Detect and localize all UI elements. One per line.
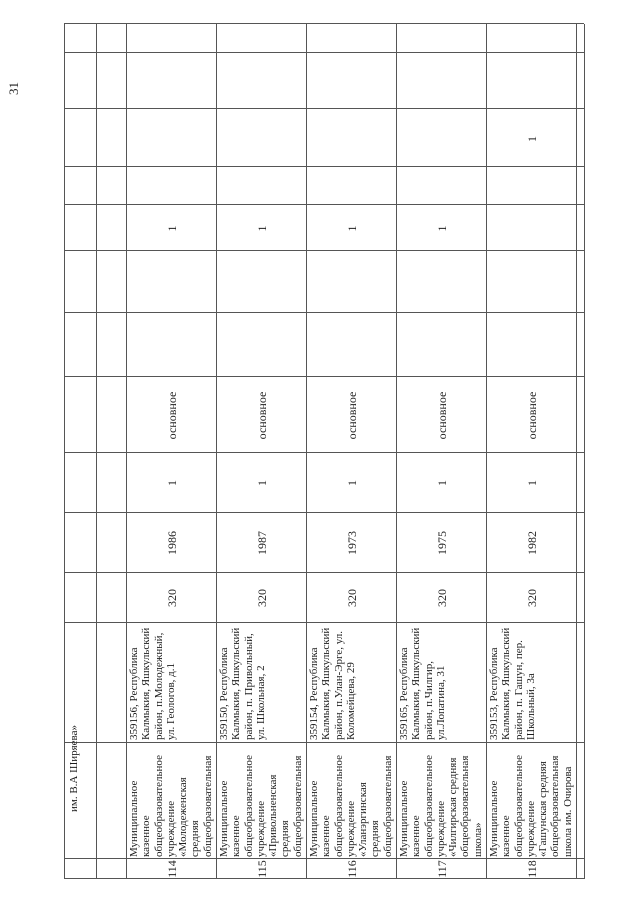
row-number	[578, 859, 584, 879]
institution-address: 359156, Республика Калмыкия, Яшкульский район, п.Молодежный, ул. Геологов, д.1	[128, 627, 177, 740]
institution-name: Муниципальное казенное общеобразовательное учреждение «Чилгирская средняя общеобразовательная школа»	[398, 755, 484, 857]
building-type: основное	[434, 391, 449, 440]
data-table	[64, 24, 584, 879]
building-type: основное	[524, 391, 539, 440]
flag-value: 1	[254, 225, 269, 232]
count-value: 1	[254, 480, 269, 486]
grid-column-line	[64, 23, 584, 24]
grid-column-line	[64, 204, 584, 205]
institution-name: Муниципальное казенное общеобразовательное учреждение «Гашунская средняя общеобразовательная школа им. Очирова	[488, 755, 574, 857]
flag-value: 1	[524, 136, 539, 142]
count-value: 1	[434, 480, 449, 486]
row-number: 117	[434, 860, 449, 878]
year-value: 1973	[344, 531, 359, 555]
row-number: 116	[344, 860, 359, 878]
row-number: 115	[254, 860, 269, 878]
grid-column-line	[64, 52, 584, 53]
grid-column-line	[64, 572, 584, 573]
institution-name: Муниципальное казенное общеобразовательное учреждение «Молодеженская средняя общеобразовательная	[128, 755, 214, 857]
code-value: 320	[524, 589, 539, 607]
flag-value: 1	[164, 225, 179, 232]
institution-address: 359154, Республика Калмыкия, Яшкульский район, п.Улан-Эрге, ул. Коломейцева, 29	[308, 627, 357, 740]
grid-column-line	[64, 742, 584, 743]
page-number: 31	[6, 82, 21, 95]
institution-address: 359153, Республика Калмыкия, Яшкульский район, п. Гашун, пер. Школьный, 3а	[488, 627, 537, 740]
row-number: 118	[524, 860, 539, 878]
flag-value: 1	[344, 225, 359, 232]
code-value: 320	[254, 589, 269, 607]
year-value: 1975	[434, 531, 449, 555]
count-value: 1	[524, 480, 539, 486]
grid-column-line	[64, 622, 584, 623]
year-value: 1982	[524, 531, 539, 555]
row-number: 114	[164, 860, 179, 878]
grid-row-line	[584, 24, 585, 879]
building-type: основное	[254, 391, 269, 440]
code-value: 320	[344, 589, 359, 607]
institution-name: Муниципальное казенное общеобразовательное учреждение «Уланэргинская средняя общеобразовательная	[308, 755, 394, 857]
grid-column-line	[64, 512, 584, 513]
count-value: 1	[344, 480, 359, 486]
continuation-cell: им. В.А Ширяева»	[68, 725, 80, 812]
grid-column-line	[64, 108, 584, 109]
grid-column-line	[64, 376, 584, 377]
year-value: 1987	[254, 531, 269, 555]
grid-column-line	[64, 452, 584, 453]
institution-name: Муниципальное казенное общеобразовательное учреждение «Привольненская средняя общеобразовательная	[218, 755, 304, 857]
grid-column-line	[64, 250, 584, 251]
institution-address: 359150, Республика Калмыкия, Яшкульский район, п. Привольный, ул. Школьная, 2	[218, 627, 267, 740]
code-value: 320	[434, 589, 449, 607]
building-type: основное	[344, 391, 359, 440]
institution-address: 359165, Республика Калмыкия, Яшкульский район, п.Чилгир, ул.Лопатина, 31	[398, 627, 447, 740]
building-type: основное	[164, 391, 179, 440]
year-value: 1986	[164, 531, 179, 555]
count-value: 1	[164, 480, 179, 486]
flag-value: 1	[434, 225, 449, 232]
code-value: 320	[164, 589, 179, 607]
grid-column-line	[64, 312, 584, 313]
